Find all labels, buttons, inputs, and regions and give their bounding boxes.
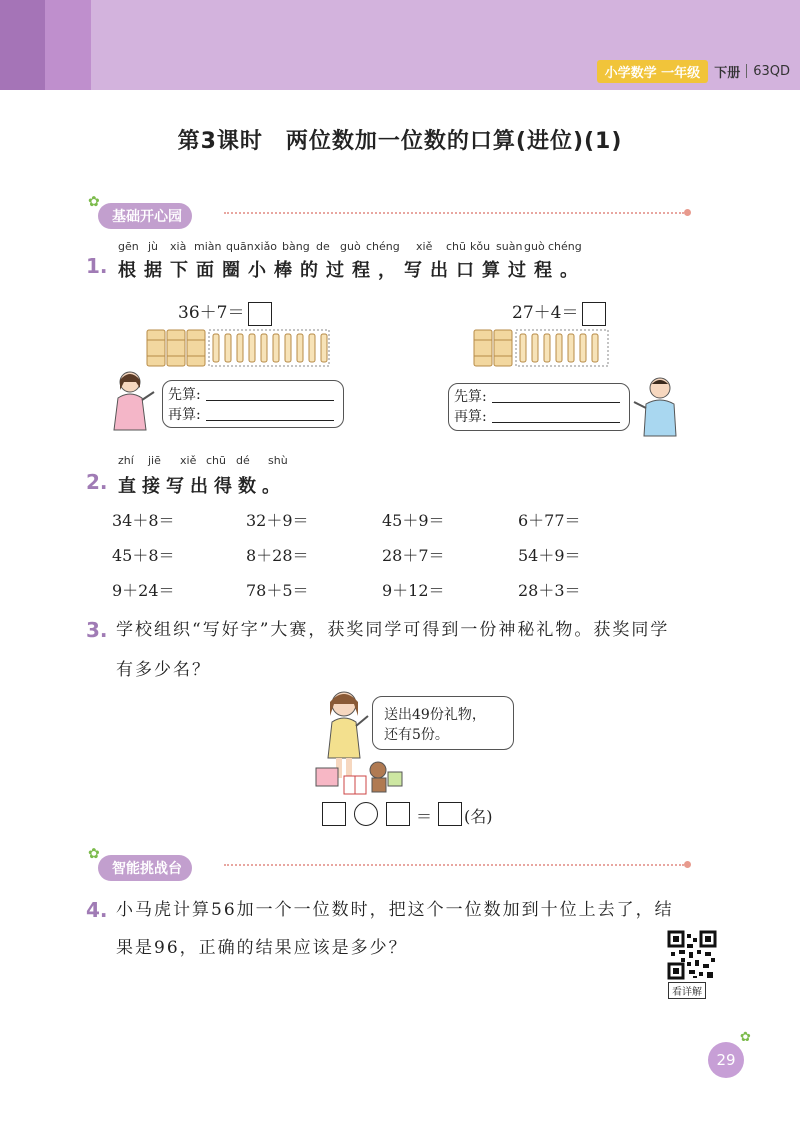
calc-item: 45＋8＝: [112, 546, 175, 565]
operator-circle[interactable]: [354, 802, 378, 826]
dot-end: [684, 861, 691, 868]
book-code: 63QD: [753, 63, 790, 79]
second-step-label: 再算:: [168, 407, 201, 423]
bundle-icon: [147, 330, 205, 366]
leaf-icon: ✿: [740, 1030, 751, 1045]
book-info: [597, 60, 790, 82]
pinyin-syllable: miàn: [194, 240, 222, 253]
stick-bundles-right: [472, 326, 612, 370]
question-number: 3.: [86, 618, 108, 642]
pinyin-syllable: gēn: [118, 240, 139, 253]
question-text-line2: 果是96，正确的结果应该是多少？: [116, 938, 408, 958]
page-number: 29: [708, 1042, 744, 1078]
calc-item: 45＋9＝: [382, 511, 445, 530]
boy-illustration: [632, 374, 686, 438]
equation-left: [178, 298, 272, 326]
first-step-label: 先算:: [454, 389, 487, 405]
pinyin-syllable: suàn: [496, 240, 523, 253]
calc-item: 28＋7＝: [382, 546, 445, 565]
calc-item: 78＋5＝: [246, 581, 309, 600]
section-header-basic: [88, 194, 698, 226]
pinyin-syllable: bàng: [282, 240, 310, 253]
header-stripe-mid: [45, 0, 91, 90]
pinyin-syllable: guò: [524, 240, 545, 253]
pinyin-syllable: chū: [446, 240, 466, 253]
answer-line[interactable]: [492, 402, 620, 403]
pinyin-syllable: de: [316, 240, 330, 253]
pinyin-syllable: xiě: [180, 454, 197, 467]
grade-label: 小学数学 一年级: [597, 60, 709, 83]
question-text: 直接写出得数。: [118, 476, 286, 497]
section-label: 智能挑战台: [98, 855, 192, 881]
first-step-label: 先算:: [168, 387, 201, 403]
equals-sign: ＝: [416, 807, 433, 826]
pinyin-syllable: jiē: [148, 454, 161, 467]
equation-right: [512, 298, 606, 326]
answer-box[interactable]: [582, 302, 606, 326]
stick-bundles-left: [145, 326, 335, 370]
bubble-line1: 送出49份礼物，: [384, 707, 486, 723]
calc-item: 54＋9＝: [518, 546, 581, 565]
pinyin-syllable: dé: [236, 454, 250, 467]
answer-line[interactable]: [206, 420, 334, 421]
pinyin-syllable: guò: [340, 240, 361, 253]
section-label: 基础开心园: [98, 203, 192, 229]
dotted-line: [224, 212, 684, 214]
calc-item: 9＋24＝: [112, 581, 175, 600]
calc-item: 34＋8＝: [112, 511, 175, 530]
volume-label: 下册: [714, 65, 741, 81]
page-title: 第3课时 两位数加一位数的口算(进位)(1): [177, 129, 623, 154]
answer-box[interactable]: [386, 802, 410, 826]
leaf-icon: ✿: [88, 846, 100, 862]
qr-code-icon[interactable]: [667, 930, 717, 980]
header-stripe-dark: [0, 0, 45, 90]
question-text-line2: 有多少名？: [116, 660, 211, 680]
question-number: 1.: [86, 254, 108, 278]
pinyin-syllable: shù: [268, 454, 288, 467]
pinyin-syllable: xiě: [416, 240, 433, 253]
question-number: 2.: [86, 470, 108, 494]
second-step-label: 再算:: [454, 409, 487, 425]
pinyin-syllable: xià: [170, 240, 187, 253]
dot-end: [684, 209, 691, 216]
answer-box[interactable]: [322, 802, 346, 826]
bubble-line2: 还有5份。: [384, 727, 449, 743]
question-text: 根据下面圈小棒的过程，写出口算过程。: [118, 260, 586, 281]
equation-text: 27＋4＝: [512, 303, 579, 323]
calc-item: 9＋12＝: [382, 581, 445, 600]
answer-box[interactable]: [438, 802, 462, 826]
pinyin-syllable: quān: [226, 240, 254, 253]
calc-item: 8＋28＝: [246, 546, 309, 565]
qr-caption: 看详解: [668, 982, 706, 999]
pinyin-syllable: kǒu: [470, 240, 491, 253]
answer-box[interactable]: [248, 302, 272, 326]
question-text-line1: 学校组织“写好字”大赛，获奖同学可得到一份神秘礼物。获奖同学: [116, 620, 670, 640]
pinyin-syllable: zhí: [118, 454, 134, 467]
unit-label: (名): [464, 807, 493, 826]
pinyin-syllable: chéng: [548, 240, 582, 253]
pinyin-syllable: jù: [148, 240, 159, 253]
pinyin-syllable: chéng: [366, 240, 400, 253]
calc-item: 6＋77＝: [518, 511, 581, 530]
answer-line[interactable]: [206, 400, 334, 401]
calc-item: 32＋9＝: [246, 511, 309, 530]
equation-text: 36＋7＝: [178, 303, 245, 323]
pinyin-syllable: chū: [206, 454, 226, 467]
girl-illustration: [108, 368, 158, 434]
question-number: 4.: [86, 898, 108, 922]
pinyin-syllable: xiǎo: [254, 240, 278, 253]
section-header-challenge: [88, 846, 698, 878]
answer-line[interactable]: [492, 422, 620, 423]
separator: [746, 64, 747, 78]
dotted-line: [224, 864, 684, 866]
calc-item: 28＋3＝: [518, 581, 581, 600]
leaf-icon: ✿: [88, 194, 100, 210]
question-text-line1: 小马虎计算56加一个一位数时，把这个一位数加到十位上去了，结: [116, 900, 674, 920]
